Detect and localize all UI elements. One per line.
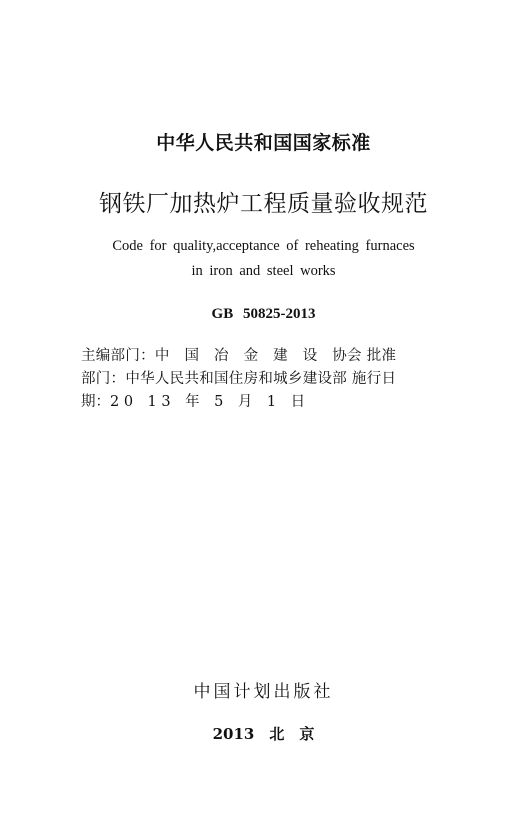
- issuing-info: 主编部门：中 国 冶 金 建 设 协会 批准部门：中华人民共和国住房和城乡建设部 施行日期：2 0 1 3 年 5 月 1 日: [81, 348, 396, 410]
- standard-category-label: 中华人民共和国国家标准: [156, 132, 371, 154]
- title-chinese: 钢铁厂加热炉工程质量验收规范: [99, 191, 428, 217]
- title-english-line2: in iron and steel works: [191, 263, 336, 279]
- publication-year-place: 2013 北 京: [212, 725, 315, 743]
- standard-code: GB 50825-2013: [211, 306, 316, 322]
- title-english-line1: Code for quality,acceptance of reheating furnaces: [112, 238, 415, 254]
- publisher-name: 中国计划出版社: [193, 682, 334, 702]
